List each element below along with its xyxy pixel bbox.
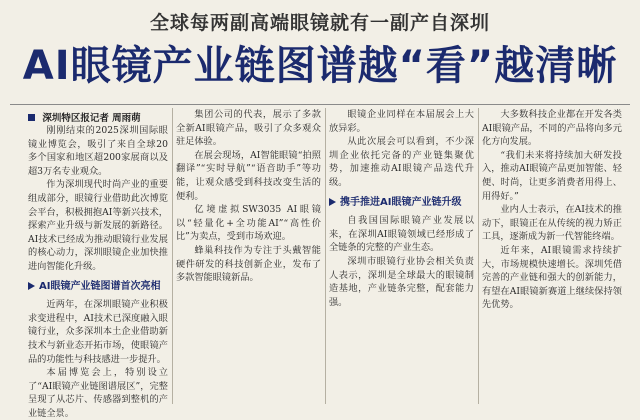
paragraph: 业内人士表示，在AI技术的推动下，眼镜正在从传统的视力矫正工具，逐渐成为新一代智能终端。 (482, 204, 622, 243)
paragraph: 深圳市眼镜行业协会相关负责人表示，深圳是全球最大的眼镜制造基地，产业链条完整，配套能力强。 (329, 255, 474, 308)
subhead-text: AI眼镜产业链图谱首次亮相 (39, 280, 161, 292)
section-subhead (329, 196, 474, 210)
paragraph: 从此次展会可以看到，不少深圳企业依托完备的产业链集聚优势，加速推动AI眼镜产品迭代升级。 (329, 136, 474, 188)
subhead-triangle-icon (329, 198, 336, 206)
paragraph: 作为深圳现代时尚产业的重要组成部分，眼镜行业借助此次博览会平台，积极拥抱AI等新兴技术，探索产业升级与新发展的新路径。AI技术已经成为推动眼镜行业发展的核心动力，深圳眼镜企业加快推进向智能化升级。 (28, 179, 168, 272)
column-divider (325, 108, 326, 404)
paragraph: 近两年，在深圳眼镜产业积极求变进程中，AI技术已深度融入眼镜行业，众多深圳本土企业借助新技术与新业态开拓市场，使眼镜产品的功能性与科技感进一步提升。 (28, 299, 168, 365)
paragraph: 亿境虚拟SW3035 AI眼镜以“轻量化+全功能AI”“高性价比”为卖点，受到市场欢迎。 (176, 204, 321, 243)
paragraph: 本届博览会上，特别设立了“AI眼镜产业链图谱展区”，完整呈现了从芯片、传感器到整机的产业链全景。 (28, 367, 168, 419)
article-column-3 (329, 108, 474, 404)
paragraph: 在展会现场，AI智能眼镜“拍照翻译”“实时导航”“语音助手”等功能，让观众感受到科技改变生活的便利。 (176, 149, 321, 202)
column-divider (478, 108, 479, 404)
paragraph: 自我国国际眼镜产业发展以来，在深圳AI眼镜领域已经形成了全链条的完整的产业生态。 (329, 215, 474, 254)
byline-text: 深圳特区报记者 周雨萌 (42, 113, 141, 124)
subhead-text: 携手推进AI眼镜产业链升级 (340, 196, 462, 208)
article-column-4 (482, 108, 622, 404)
article-column-1 (28, 124, 168, 419)
section-subhead (28, 280, 168, 294)
header-divider (10, 104, 630, 105)
column-divider (172, 108, 173, 404)
paragraph: 近年来，AI眼镜需求持续扩大，市场规模快速增长。深圳凭借完善的产业链和强大的创新能力，有望在AI眼镜新赛道上继续保持领先优势。 (482, 244, 622, 311)
paragraph: 刚刚结束的2025深圳国际眼镜业博览会，吸引了来自全球20多个国家和地区超200家展商以及超3万名专业观众。 (28, 125, 168, 177)
byline (28, 110, 141, 124)
article-column-2 (176, 108, 321, 404)
paragraph: 眼镜企业同样在本届展会上大放异彩。 (329, 109, 474, 134)
kicker-headline: 全球每两副高端眼镜就有一副产自深圳 (149, 12, 490, 34)
paragraph: 大多数科技企业都在开发各类AI眼镜产品，不同的产品将向多元化方向发展。 (482, 109, 622, 148)
paragraph: “我们未来将持续加大研发投入，推动AI眼镜产品更加智能、轻便、时尚，让更多消费者用得上、用得好。” (482, 149, 622, 202)
main-headline: AI眼镜产业链图谱越“看”越清晰 (22, 43, 618, 89)
paragraph: 集团公司的代表，展示了多款全新AI眼镜产品，吸引了众多观众驻足体验。 (176, 109, 321, 148)
paragraph: 蜂巢科技作为专注于头戴智能硬件研发的科技创新企业，发布了多款智能眼镜新品。 (176, 244, 321, 284)
byline-square-icon (28, 114, 35, 121)
subhead-triangle-icon (28, 282, 35, 290)
